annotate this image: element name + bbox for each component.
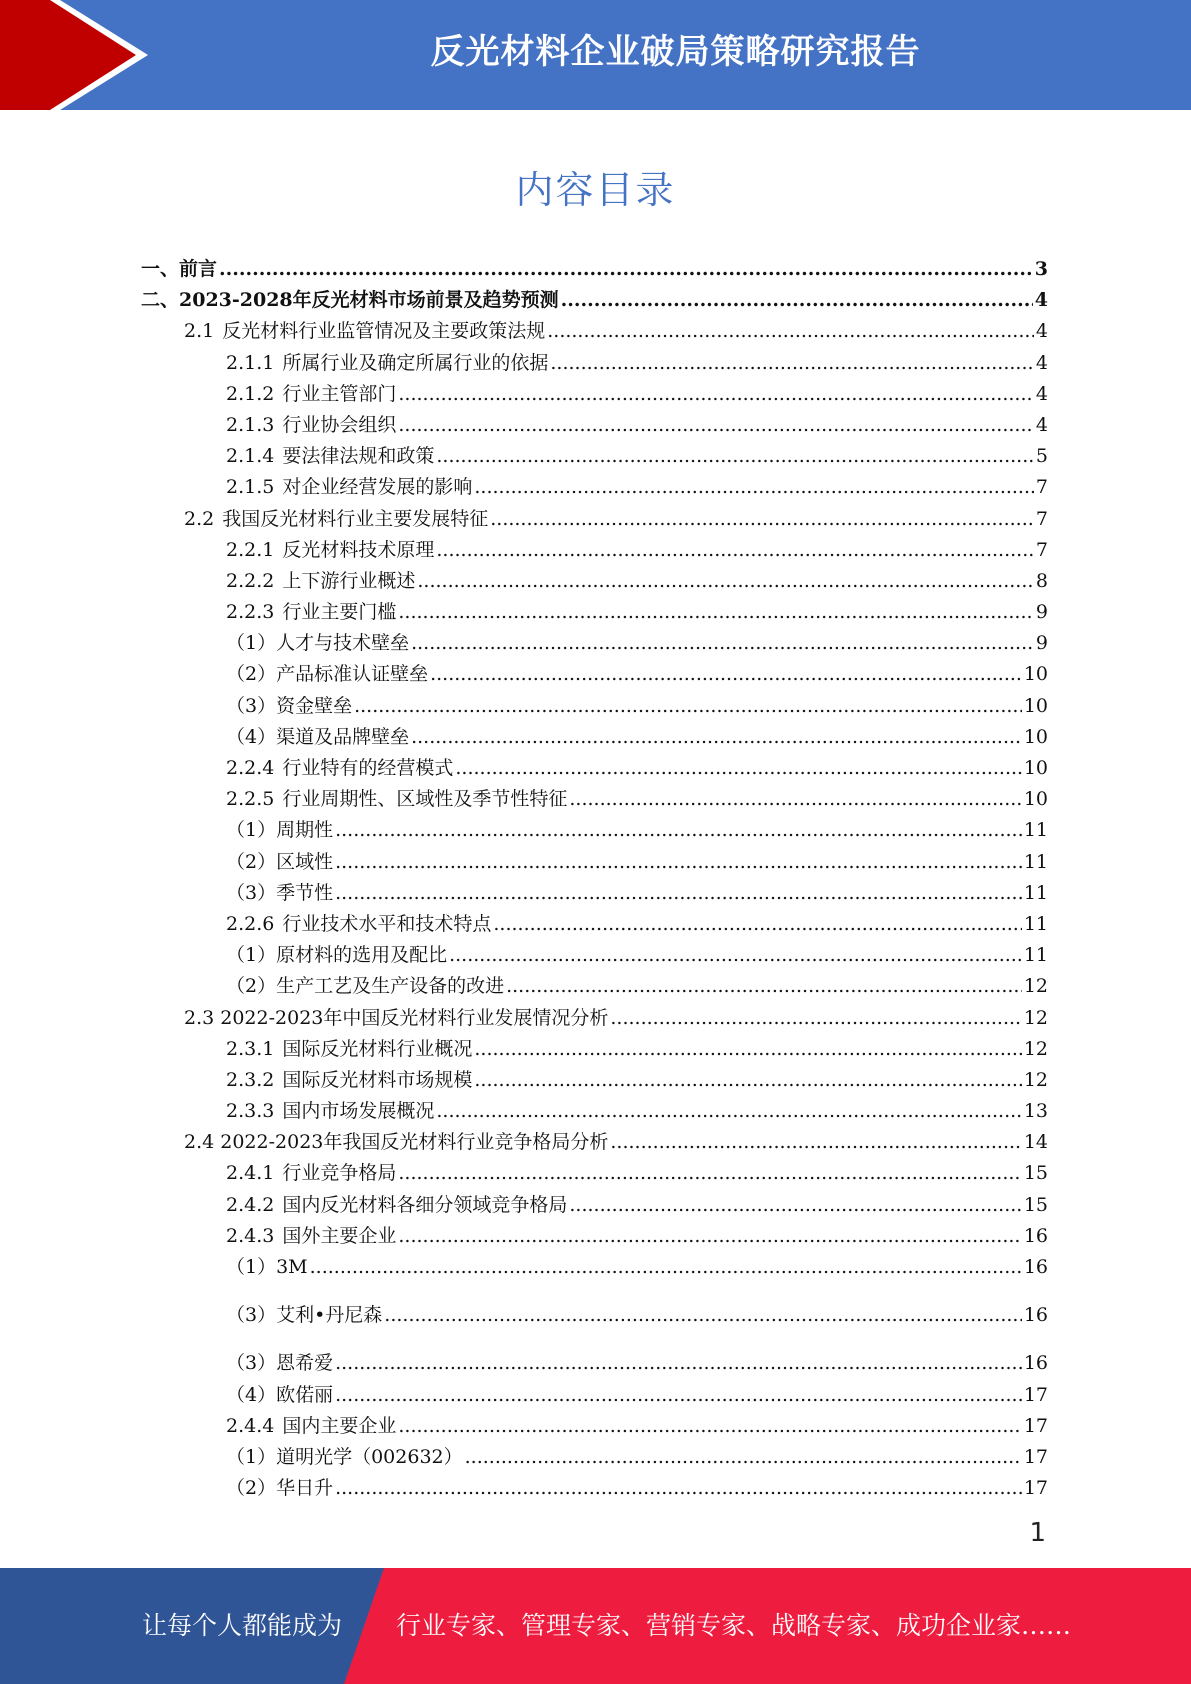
toc-entry-page: 4 <box>1035 320 1048 343</box>
page-number: 1 <box>1029 1518 1046 1548</box>
toc-entry[interactable] <box>141 1300 1048 1331</box>
toc-entry-title: 要法律法规和政策 <box>282 445 435 468</box>
toc-entry-title: 一、前言 <box>141 258 218 280</box>
toc-entry-title: （1）周期性 <box>226 819 334 842</box>
toc-entry-page: 8 <box>1035 569 1048 592</box>
toc-entry-title: 二、2023-2028年反光材料市场前景及趋势预测 <box>141 289 559 312</box>
toc-entry-page: 5 <box>1035 445 1048 468</box>
toc-entry-page: 12 <box>1023 1068 1048 1091</box>
toc-entry-title: 国内反光材料各细分领域竞争格局 <box>282 1193 568 1216</box>
toc-entry-title: 我国反光材料行业主要发展特征 <box>222 507 489 530</box>
toc-entry-title: （2）生产工艺及生产设备的改进 <box>226 975 505 998</box>
toc-entry[interactable] <box>141 753 1048 784</box>
toc-dot-leader <box>610 1003 1021 1034</box>
toc-dot-leader <box>436 535 1034 566</box>
toc-entry[interactable] <box>141 1065 1048 1096</box>
toc-entry[interactable] <box>141 1034 1048 1065</box>
toc-entry-page: 4 <box>1034 289 1048 312</box>
toc-entry[interactable] <box>141 722 1048 753</box>
toc-entry[interactable] <box>141 1348 1048 1379</box>
toc-entry[interactable] <box>141 847 1048 878</box>
toc-dot-leader <box>430 659 1022 690</box>
toc-entry-number: 2.2.5 <box>226 788 275 811</box>
toc-entry-page: 4 <box>1035 382 1048 405</box>
toc-entry-number: 2.3.2 <box>226 1068 275 1091</box>
toc-entry-title: （3）恩希爱 <box>226 1352 334 1375</box>
toc-dot-leader <box>506 971 1022 1002</box>
toc-dot-leader <box>310 1252 1022 1283</box>
toc-entry[interactable] <box>141 1411 1048 1442</box>
toc-dot-leader <box>354 691 1022 722</box>
toc-entry-page: 11 <box>1023 881 1048 904</box>
toc-entry-title: 对企业经营发展的影响 <box>282 476 473 499</box>
toc-dot-leader <box>398 1221 1021 1252</box>
toc-entry-page: 13 <box>1023 1100 1048 1123</box>
toc-entry-page: 3 <box>1034 258 1048 280</box>
toc-dot-leader <box>335 815 1022 846</box>
toc-dot-leader <box>417 566 1034 597</box>
toc-entry-page: 7 <box>1035 538 1048 561</box>
toc-title: 内容目录 <box>515 168 676 212</box>
footer-slogan-left: 让每个人都能成为 <box>142 1611 343 1640</box>
toc-entry-number: 2.2 <box>184 507 215 530</box>
toc-entry[interactable] <box>141 410 1048 441</box>
toc-dot-leader <box>219 254 1033 285</box>
footer-slogan-right: 行业专家、管理专家、营销专家、战略专家、成功企业家…… <box>396 1611 1072 1640</box>
toc-dot-leader <box>474 1065 1021 1096</box>
toc-entry-title: 行业特有的经营模式 <box>282 757 454 779</box>
toc-entry[interactable] <box>141 691 1048 722</box>
toc-dot-leader <box>411 628 1034 659</box>
toc-entry-page: 11 <box>1023 912 1048 935</box>
toc-dot-leader <box>335 878 1022 909</box>
toc-entry-title: （1）道明光学（002632） <box>226 1445 463 1468</box>
toc-entry[interactable] <box>141 316 1048 347</box>
toc-entry-title: 国内市场发展概况 <box>282 1100 435 1123</box>
toc-entry[interactable] <box>141 285 1048 316</box>
toc-entry-title: （1）3M <box>226 1256 308 1278</box>
toc-entry[interactable] <box>141 659 1048 690</box>
toc-entry-title: 行业主管部门 <box>282 382 397 405</box>
toc-dot-leader <box>335 847 1022 878</box>
toc-dot-leader <box>490 504 1034 535</box>
toc-entry-page: 12 <box>1023 1006 1048 1029</box>
toc-entry-number: 2.2.2 <box>226 569 275 592</box>
toc-entry-title: 国际反光材料行业概况 <box>282 1037 473 1060</box>
toc-entry-title: 国内主要企业 <box>282 1414 397 1437</box>
toc-entry-title: （3）艾利•丹尼森 <box>226 1304 383 1327</box>
toc-entry-title: 行业主要门槛 <box>282 601 397 624</box>
toc-entry[interactable] <box>141 254 1048 285</box>
toc-entry[interactable] <box>141 971 1048 1002</box>
toc-entry-number: 2.2.4 <box>226 757 275 779</box>
toc-entry-page: 17 <box>1023 1414 1048 1437</box>
toc-entry-title: （2）区域性 <box>226 850 334 873</box>
toc-entry-page: 15 <box>1023 1193 1048 1216</box>
toc-entry[interactable] <box>141 1380 1048 1411</box>
toc-dot-leader <box>436 441 1034 472</box>
toc-entry[interactable] <box>141 1127 1048 1158</box>
toc-entry-page: 14 <box>1023 1131 1048 1154</box>
toc-entry[interactable] <box>141 535 1048 566</box>
toc-entry-number: 2.3.1 <box>226 1037 275 1060</box>
toc-entry-number: 2.1.2 <box>226 382 275 405</box>
toc-entry-number: 2.4.4 <box>226 1414 275 1437</box>
toc-entry-title: 国外主要企业 <box>282 1224 397 1247</box>
toc-entry-page: 11 <box>1023 944 1048 967</box>
toc-entry-number: 2.2.3 <box>226 601 275 624</box>
toc-entry-title: 2.3 2022-2023年中国反光材料行业发展情况分析 <box>184 1006 609 1029</box>
toc-entry-page: 7 <box>1035 476 1048 499</box>
toc-entry-page: 12 <box>1023 975 1048 998</box>
toc-entry-page: 10 <box>1023 725 1048 748</box>
toc-dot-leader <box>474 472 1034 503</box>
toc-entry-page: 15 <box>1023 1162 1048 1185</box>
toc-entry[interactable] <box>141 628 1048 659</box>
toc-entry-page: 17 <box>1023 1445 1048 1468</box>
toc-entry[interactable] <box>141 566 1048 597</box>
toc-dot-leader <box>398 597 1034 628</box>
toc-entry-page: 16 <box>1023 1304 1048 1327</box>
toc-entry-title: 反光材料行业监管情况及主要政策法规 <box>222 320 546 343</box>
toc-entry-title: （2）产品标准认证壁垒 <box>226 663 429 686</box>
toc-entry-title: 行业技术水平和技术特点 <box>282 912 492 935</box>
toc-entry-number: 2.1 <box>184 320 215 343</box>
toc-entry[interactable] <box>141 878 1048 909</box>
toc-entry-page: 11 <box>1023 850 1048 873</box>
toc-entry-page: 11 <box>1023 819 1048 842</box>
toc-entry-number: 2.1.5 <box>226 476 275 499</box>
toc-entry-page: 17 <box>1023 1383 1048 1406</box>
toc-dot-leader <box>455 753 1021 784</box>
toc-entry-title: 所属行业及确定所属行业的依据 <box>282 351 549 374</box>
toc-entry-page: 10 <box>1023 788 1048 811</box>
toc-dot-leader <box>335 1473 1022 1504</box>
toc-entry[interactable] <box>141 1190 1048 1221</box>
toc-entry[interactable] <box>141 815 1048 846</box>
toc-entry-page: 16 <box>1023 1256 1048 1278</box>
toc-entry-title: （2）华日升 <box>226 1477 334 1500</box>
toc-entry-number: 2.2.1 <box>226 538 275 561</box>
toc-dot-leader <box>436 1096 1021 1127</box>
toc-dot-leader <box>411 722 1022 753</box>
toc-entry-page: 16 <box>1023 1352 1048 1375</box>
toc-entry-number: 2.3.3 <box>226 1100 275 1123</box>
toc-entry[interactable] <box>141 1252 1048 1283</box>
toc-entry[interactable] <box>141 472 1048 503</box>
toc-dot-leader <box>465 1442 1022 1473</box>
toc-entry-number: 2.1.3 <box>226 413 275 436</box>
toc-dot-leader <box>493 909 1021 940</box>
toc-entry[interactable] <box>141 441 1048 472</box>
toc-entry[interactable] <box>141 379 1048 410</box>
toc-dot-leader <box>335 1348 1022 1379</box>
toc-entry-number: 2.2.6 <box>226 912 275 935</box>
toc-entry-number: 2.1.1 <box>226 351 275 374</box>
toc-entry-title: 行业竞争格局 <box>282 1162 397 1185</box>
toc-dot-leader <box>335 1380 1022 1411</box>
toc-entry-title: （1）人才与技术壁垒 <box>226 632 410 655</box>
toc-dot-leader <box>561 285 1033 316</box>
toc-entry-number: 2.4.2 <box>226 1193 275 1216</box>
toc-dot-leader <box>569 784 1021 815</box>
toc-entry-title: （4）欧偌丽 <box>226 1383 334 1406</box>
toc-entry-title: （1）原材料的选用及配比 <box>226 944 448 967</box>
toc-list <box>141 254 1048 1504</box>
toc-entry[interactable] <box>141 1158 1048 1189</box>
toc-entry-title: （3）季节性 <box>226 881 334 904</box>
toc-entry-page: 7 <box>1035 507 1048 530</box>
toc-entry-title: （4）渠道及品牌壁垒 <box>226 725 410 748</box>
toc-entry[interactable] <box>141 784 1048 815</box>
toc-entry-title: （3）资金壁垒 <box>226 694 353 717</box>
toc-entry[interactable] <box>141 597 1048 628</box>
toc-entry-title: 上下游行业概述 <box>282 569 416 592</box>
toc-dot-leader <box>398 1158 1021 1189</box>
toc-entry[interactable] <box>141 1473 1048 1504</box>
toc-dot-leader <box>449 940 1022 971</box>
toc-entry-page: 10 <box>1023 663 1048 686</box>
toc-entry[interactable] <box>141 1096 1048 1127</box>
toc-dot-leader <box>398 1411 1021 1442</box>
toc-entry-page: 10 <box>1023 694 1048 717</box>
toc-dot-leader <box>474 1034 1021 1065</box>
toc-entry-title: 2.4 2022-2023年我国反光材料行业竞争格局分析 <box>184 1131 609 1154</box>
report-title: 反光材料企业破局策略研究报告 <box>430 32 921 72</box>
toc-entry-page: 16 <box>1023 1224 1048 1247</box>
toc-entry-page: 10 <box>1023 757 1048 779</box>
toc-dot-leader <box>547 316 1034 347</box>
toc-entry-number: 2.4.3 <box>226 1224 275 1247</box>
toc-entry-title: 行业周期性、区域性及季节性特征 <box>282 788 568 811</box>
toc-entry[interactable] <box>141 1442 1048 1473</box>
toc-dot-leader <box>610 1127 1021 1158</box>
toc-entry[interactable] <box>141 1221 1048 1252</box>
toc-dot-leader <box>384 1300 1022 1331</box>
toc-dot-leader <box>398 379 1034 410</box>
toc-entry-page: 9 <box>1035 601 1048 624</box>
toc-entry-title: 国际反光材料市场规模 <box>282 1068 473 1091</box>
toc-entry[interactable] <box>141 909 1048 940</box>
toc-dot-leader <box>398 410 1034 441</box>
toc-entry[interactable] <box>141 940 1048 971</box>
toc-entry-number: 2.1.4 <box>226 445 275 468</box>
toc-entry[interactable] <box>141 1003 1048 1034</box>
toc-entry-number: 2.4.1 <box>226 1162 275 1185</box>
toc-entry-page: 9 <box>1035 632 1048 655</box>
toc-dot-leader <box>550 348 1034 379</box>
toc-entry-title: 反光材料技术原理 <box>282 538 435 561</box>
toc-entry[interactable] <box>141 348 1048 379</box>
toc-entry[interactable] <box>141 504 1048 535</box>
toc-entry-page: 4 <box>1035 413 1048 436</box>
toc-entry-page: 12 <box>1023 1037 1048 1060</box>
toc-entry-title: 行业协会组织 <box>282 413 397 436</box>
toc-dot-leader <box>569 1190 1021 1221</box>
toc-entry-page: 4 <box>1035 351 1048 374</box>
report-header <box>0 0 1191 110</box>
report-footer <box>0 1568 1191 1684</box>
toc-entry-page: 17 <box>1023 1477 1048 1500</box>
